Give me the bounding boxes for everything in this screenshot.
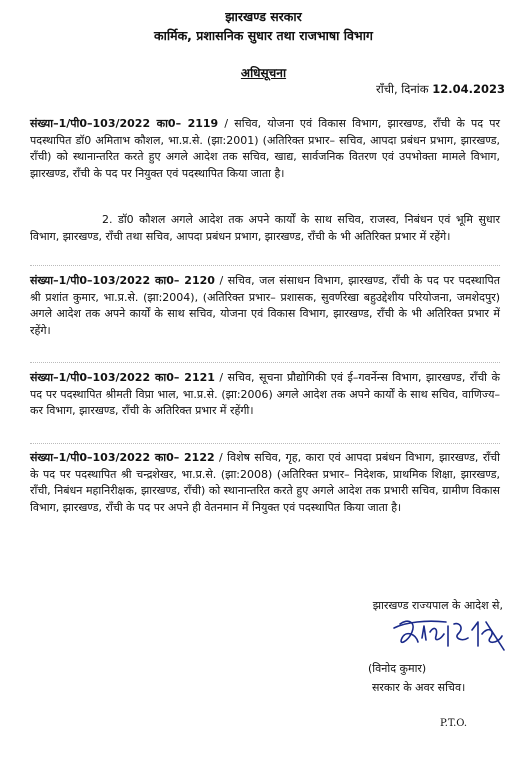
- order-text: / सचिव, योजना एवं विकास विभाग, झारखण्ड, राँची के पद पर पदस्थापित डॉ0 अमिताभ कौशल, भा.प्र.से. (झा:2001) (अतिरिक्त प्रभार– सचिव, आपदा प्रबंधन प्रभाग, झारखण्ड, राँची) को स्थानान्तरित करते हुए अगले आदेश तक सचिव, खाद्य, सार्वजनिक वितरण एवं उपभोक्ता मामले विभाग, झारखण्ड, राँची के पद पर नियुक्त एवं पदस्थापित किया जाता है।: [30, 117, 501, 180]
- governor-order-line: झारखण्ड राज्यपाल के आदेश से,: [372, 599, 503, 612]
- order-reference: संख्या–1/पी0–103/2022 का0– 2120: [30, 274, 215, 287]
- notice-title: [0, 64, 527, 81]
- order-text: / सचिव, जल संसाधन विभाग, झारखण्ड, राँची के पद पर पदस्थापित श्री प्रशांत कुमार, भा.प्र.से. (झा:2004), (अतिरिक्त प्रभार– प्रशासक, सुवर्णरेखा बहुउद्देशीय परियोजना, जमशेदपुर) अगले आदेश तक अपने कार्यों के साथ सचिव, योजना एवं विकास विभाग, झारखण्ड, राँची के भी अतिरिक्त प्रभार में रहेंगे।: [30, 274, 501, 337]
- department-heading: कार्मिक, प्रशासनिक सुधार तथा राजभाषा विभाग: [154, 28, 373, 43]
- order-paragraph-2120: [30, 273, 500, 339]
- order-text: / सचिव, सूचना प्रौद्योगिकी एवं ई–गवर्नेन्स विभाग, झारखण्ड, राँची के पद पर पदस्थापित श्रीमती विप्रा भाल, भा.प्र.से. (झा:2006) अगले आदेश तक अपने कार्यों के साथ सचिव, वाणिज्य–कर विभाग, झारखण्ड, राँची के अतिरिक्त प्रभार में रहेंगी।: [30, 371, 500, 417]
- pto-note: P.T.O.: [440, 718, 468, 729]
- order-reference: संख्या–1/पी0–103/2022 का0– 2119: [30, 117, 219, 130]
- government-heading: झारखण्ड सरकार: [225, 9, 302, 24]
- signatory-designation: सरकार के अवर सचिव।: [372, 681, 466, 694]
- order-reference: संख्या–1/पी0–103/2022 का0– 2121: [30, 371, 215, 384]
- order-paragraph-2121: [30, 370, 500, 420]
- separator: [30, 362, 500, 363]
- order-paragraph-2122: [30, 450, 500, 516]
- order-text: 2. डॉ0 कौशल अगले आदेश तक अपने कार्यों के साथ सचिव, राजस्व, निबंधन एवं भूमि सुधार विभाग, झारखण्ड, राँची तथा सचिव, आपदा प्रबंधन प्रभाग, झारखण्ड, राँची के भी अतिरिक्त प्रभार में रहेंगे।: [30, 213, 500, 243]
- place-date: [376, 82, 505, 97]
- place-date-prefix: राँची, दिनांक: [376, 82, 429, 96]
- separator: [30, 443, 500, 444]
- order-text: / विशेष सचिव, गृह, कारा एवं आपदा प्रबंधन विभाग, झारखण्ड, राँची के पद पर पदस्थापित श्री चन्द्रशेखर, भा.प्र.से. (झा:2008) (अतिरिक्त प्रभार– निदेशक, प्राथमिक शिक्षा, झारखण्ड, राँची, निबंधन महानिरीक्षक, झारखण्ड, राँची) को स्थानान्तरित करते हुए अगले आदेश तक प्रभारी सचिव, ग्रामीण विकास विभाग, झारखण्ड, राँची के पद पर अपने ही वेतनमान में नियुक्त एवं पदस्थापित किया जाता है।: [30, 451, 500, 514]
- order-paragraph-2119-point-2: [30, 212, 500, 245]
- notice-title-text: अधिसूचना: [240, 66, 287, 80]
- notice-date: 12.04.2023: [432, 82, 505, 96]
- order-paragraph-2119: [30, 116, 500, 182]
- signatory-name: (विनोद कुमार): [368, 662, 427, 675]
- separator: [30, 265, 500, 266]
- order-reference: संख्या–1/पी0–103/2022 का0– 2122: [30, 451, 215, 464]
